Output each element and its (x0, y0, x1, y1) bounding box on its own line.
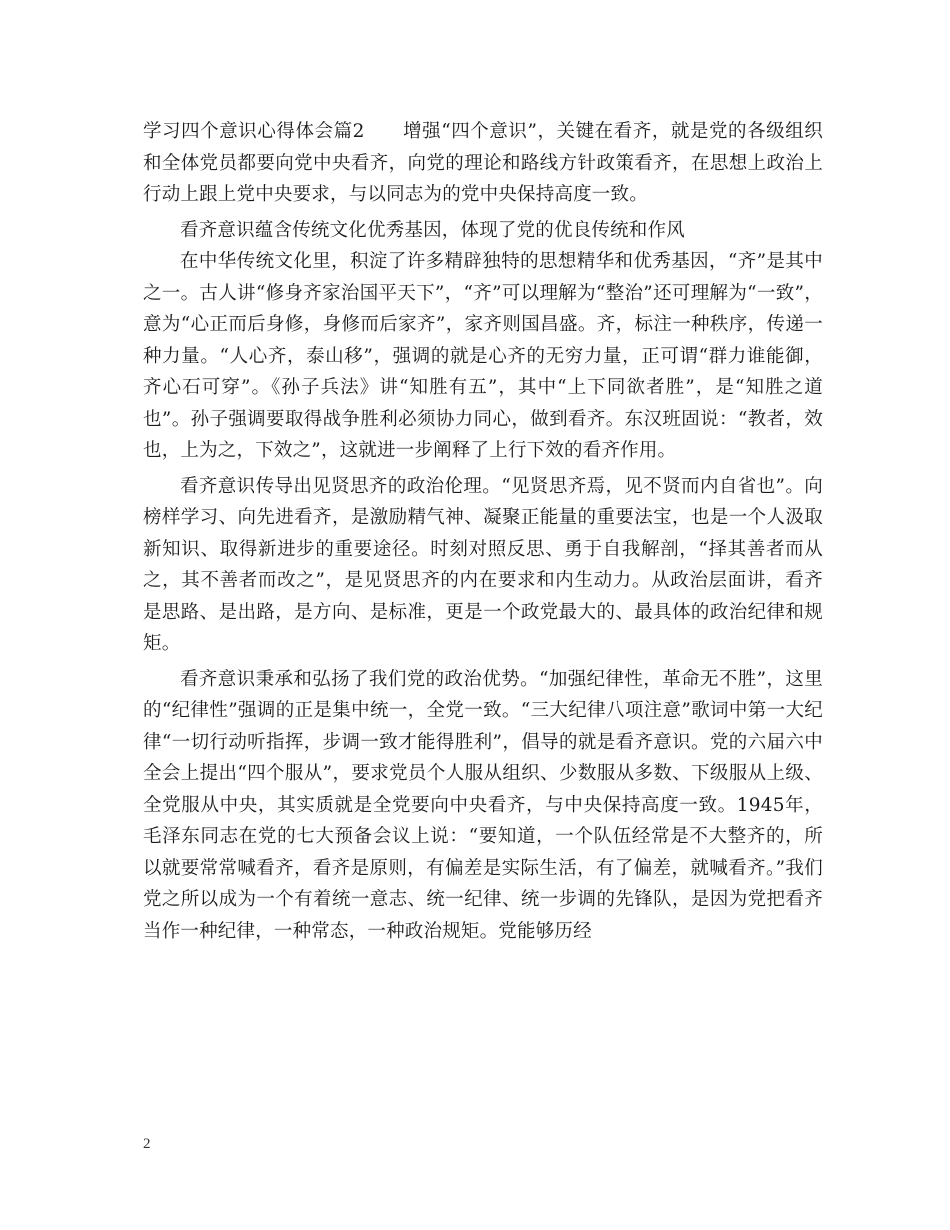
paragraph-5: 看齐意识秉承和弘扬了我们党的政治优势。“加强纪律性，革命无不胜”，这里的“纪律性”强调的正是集中统一，全党一致。“三大纪律八项注意”歌词中第一大纪律“一切行动听指挥，步调一致才能得胜利”，倡导的就是看齐意识。党的六届六中全会上提出“四个服从”，要求党员个人服从组织、少数服从多数、下级服从上级、全党服从中央，其实质就是全党要向中央看齐，与中央保持高度一致。1945年，毛泽东同志在党的七大预备会议上说：“要知道，一个队伍经常是不大整齐的，所以就要常常喊看齐，看齐是原则，有偏差是实际生活，有了偏差，就喊看齐。”我们党之所以成为一个有着统一意志、统一纪律、统一步调的先锋队，是因为党把看齐当作一种纪律，一种常态，一种政治规矩。党能够历经 (143, 668, 823, 942)
paragraph-3: 在中华传统文化里，积淀了许多精辟独特的思想精华和优秀基因，“齐”是其中之一。古人讲“修身齐家治国平天下”，“齐”可以理解为“整治”还可理解为“一致”，意为“心正而后身修，身修而后家齐”，家齐则国昌盛。齐，标注一种秩序，传递一种力量。“人心齐，泰山移”，强调的就是心齐的无穷力量，正可谓“群力谁能御，齐心石可穿”。《孙子兵法》讲“知胜有五”，其中“上下同欲者胜”，是“知胜之道也”。孙子强调要取得战争胜利必须协力同心，做到看齐。东汉班固说：“教者，效也，上为之，下效之”，这就进一步阐释了上行下效的看齐作用。 (143, 251, 823, 461)
page-number: 2 (143, 1136, 151, 1152)
paragraph-2: 看齐意识蕴含传统文化优秀基因，体现了党的优良传统和作风 (180, 219, 685, 241)
paragraph-1: 学习四个意识心得体会篇2 增强“四个意识”，关键在看齐，就是党的各级组织和全体党员都要向党中央看齐，向党的理论和路线方针政策看齐，在思想上政治上行动上跟上党中央要求，与以同志为的党中央保持高度一致。 (143, 121, 823, 205)
paragraph-4: 看齐意识传导出见贤思齐的政治伦理。“见贤思齐焉，见不贤而内自省也”。向榜样学习、向先进看齐，是激励精气神、凝聚正能量的重要法宝，也是一个人汲取新知识、取得新进步的重要途径。时刻对照反思、勇于自我解剖，“择其善者而从之，其不善者而改之”，是见贤思齐的内在要求和内生动力。从政治层面讲，看齐是思路、是出路，是方向、是标准，更是一个政党最大的、最具体的政治纪律和规矩。 (143, 475, 823, 654)
document-body (143, 116, 823, 947)
